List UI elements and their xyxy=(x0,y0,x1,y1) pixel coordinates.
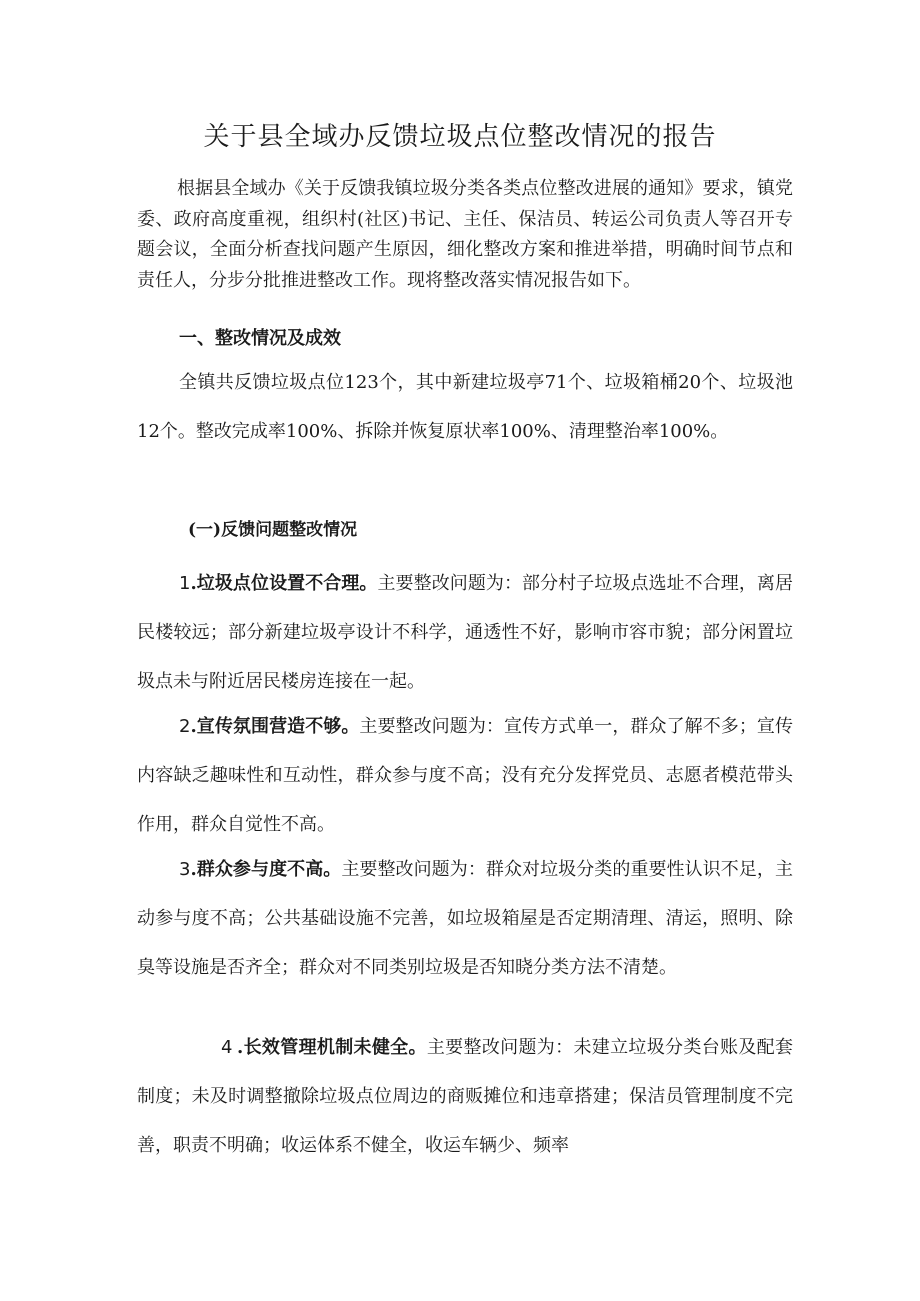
subsection-heading-1: (一)反馈问题整改情况 xyxy=(188,520,358,540)
issue-number: 1 xyxy=(179,573,191,594)
issue-number: 4 xyxy=(221,1037,233,1058)
issue-number: 3 xyxy=(179,859,191,880)
issue-lead: .群众参与度不高。 xyxy=(190,859,342,880)
issue-number: 2 xyxy=(179,716,191,737)
section-heading-1: 一、整改情况及成效 xyxy=(179,328,341,349)
issue-text: 主要整改问题为：宣传方式单一，群众了解不多；宣传内容缺乏趣味性和互动性，群众参与度不高；没有充分发挥党员、志愿者模范带头作用，群众自觉性不高。 xyxy=(137,716,793,835)
issue-text: 主要整改问题为：未建立垃圾分类台账及配套制度；未及时调整撤除垃圾点位周边的商贩摊位和违章搭建；保洁员管理制度不完善，职责不明确；收运体系不健全，收运车辆少、频率 xyxy=(137,1037,794,1156)
intro-paragraph: 根据县全域办《关于反馈我镇垃圾分类各类点位整改进展的通知》要求，镇党委、政府高度重视，组织村(社区)书记、主任、保洁员、转运公司负责人等召开专题会议，全面分析查找问题产生原因，细化整改方案和推进举措，明确时间节点和责任人，分步分批推进整改工作。现将整改落实情况报告如下。 xyxy=(137,178,793,291)
issue-item-3 xyxy=(137,845,793,992)
issue-text: 主要整改问题为：部分村子垃圾点选址不合理，离居民楼较远；部分新建垃圾亭设计不科学，通透性不好，影响市容市貌；部分闲置垃圾点未与附近居民楼房连接在一起。 xyxy=(137,573,794,692)
issue-lead: .垃圾点位设置不合理。 xyxy=(190,573,378,594)
issue-lead: .长效管理机制未健全。 xyxy=(237,1037,427,1058)
issue-item-1 xyxy=(137,559,793,706)
issue-item-4 xyxy=(137,1023,793,1170)
issue-text: 主要整改问题为：群众对垃圾分类的重要性认识不足，主动参与度不高；公共基础设施不完善，如垃圾箱屋是否定期清理、清运，照明、除臭等设施是否齐全；群众对不同类别垃圾是否知晓分类方法不清楚。 xyxy=(137,859,793,978)
issue-lead: .宣传氛围营造不够。 xyxy=(190,716,360,737)
issue-item-2 xyxy=(137,702,793,849)
stats-paragraph: 全镇共反馈垃圾点位123个，其中新建垃圾亭71个、垃圾箱桶20个、垃圾池12个。整改完成率100%、拆除并恢复原状率100%、清理整治率100%。 xyxy=(137,372,793,442)
document-title: 关于县全域办反馈垃圾点位整改情况的报告 xyxy=(203,122,717,152)
